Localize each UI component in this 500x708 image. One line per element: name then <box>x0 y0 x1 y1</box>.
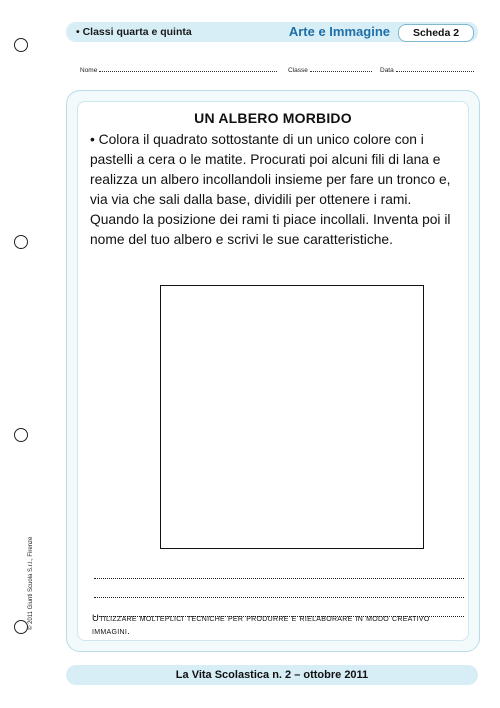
class-label: Classe <box>288 67 308 74</box>
punch-hole <box>14 428 28 442</box>
class-level: • Classi quarta e quinta <box>76 26 192 38</box>
date-field[interactable] <box>380 65 474 74</box>
worksheet-title: UN ALBERO MORBIDO <box>194 110 352 126</box>
punch-hole <box>14 620 28 634</box>
punch-hole <box>14 38 28 52</box>
date-label: Data <box>380 67 394 74</box>
footer-bar: La Vita Scolastica n. 2 – ottobre 2011 <box>66 665 478 685</box>
name-label: Nome <box>80 67 98 74</box>
class-field[interactable] <box>288 65 372 74</box>
writing-line[interactable] <box>94 560 464 579</box>
punch-hole <box>14 235 28 249</box>
writing-line[interactable] <box>94 579 464 598</box>
header-bar <box>66 22 478 42</box>
learning-objective: Utilizzare molteplici tecniche per produrre e rielaborare in modo creativo immagini. <box>92 613 430 637</box>
writing-lines <box>94 560 464 617</box>
worksheet-card <box>66 90 480 652</box>
subject-title: Arte e Immagine <box>288 24 390 39</box>
worksheet-body <box>77 101 469 641</box>
copyright-notice: © 2011 Giunti Scuola S.r.l., Firenze <box>28 536 34 630</box>
name-field[interactable] <box>80 65 277 74</box>
instructions-text: • Colora il quadrato sottostante di un unico colore con i pastelli a cera o le matite. Procurati poi alcuni fili di lana e realizza un albero incollandoli insieme per fare un tronco e, via via che sali dalla base, dividili per ottenere i rami. Quando la posizione dei rami ti piace incollali. Inventa poi il nome del tuo albero e scrivi le sue caratteristiche. <box>90 132 451 247</box>
sheet-badge: Scheda 2 <box>398 24 474 42</box>
drawing-square[interactable] <box>160 285 424 549</box>
student-fields <box>80 65 480 77</box>
